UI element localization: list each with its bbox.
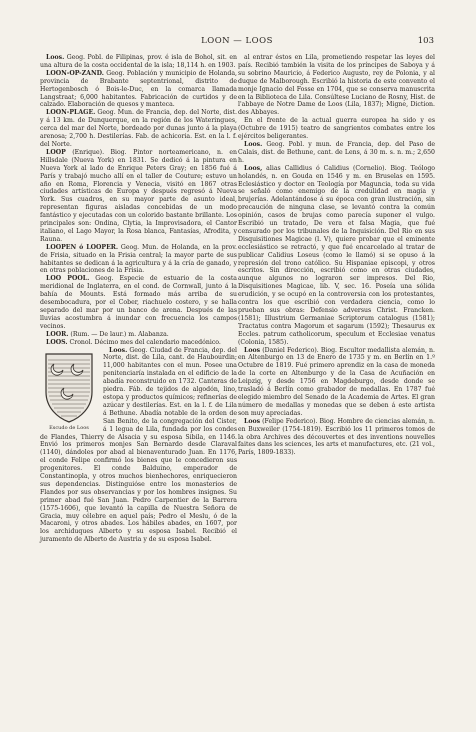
entry-text: (Enrique). Biog. Pintor norteamericano, n. en Hillsdale (Nueva York) en 1831. Se dedicó á la pintura en Nueva York al lado de Enrique Peters Gray; en 1856 fué á París y trabajó mucho allí en el taller de Couture; estuvo un año en Roma, Florencia y Venecia, visitó en 1867 otras ciudades artísticas de Europa y después regresó á Nueva York. Sus cuadros, en su mayor parte de asunto ideal, representan figuras aisladas concebidas de un modo fantástico y ejecutadas con un colorido bastante brillante. Los principales son: Ondina, Clytia, la Improvisadora, el Cantor italiano, el Lago Mayor, la Rosa blanca, Fantasías, Afrodita, y Rauna. xyxy=(40,148,237,243)
entry-text: En el frente de la actual guerra europea ha sido y es (Octubre de 1915) teatro de sangrientos combates entre los ejércitos beligerantes. xyxy=(238,117,435,141)
header-title: LOON — LOOS xyxy=(201,36,273,46)
headword: LOON-PLAGE. xyxy=(46,109,96,117)
headword: Loos xyxy=(244,346,261,354)
entry-loor xyxy=(40,331,237,339)
entry-loos-cronol xyxy=(40,339,237,347)
entry-loos-cornelio xyxy=(238,165,435,347)
headword: LOOS. xyxy=(46,338,68,346)
entry-loo-pool xyxy=(40,275,237,330)
entry-loon-op-zand xyxy=(40,70,237,110)
figure-caption: Escudo de Loos xyxy=(49,424,89,431)
coat-of-arms-icon xyxy=(40,350,98,424)
entry-text: (Rum. — De laur.) m. Alabanza. xyxy=(70,330,169,338)
entry-text: alias Callidius ó Calidius (Cornelio). Biog. Teólogo holandés, n. en Gouda en 1546 y m. en Bruselas en 1595. Eclesiástico y doctor en Teología por Maguncia, toda su vida se señaló como enemigo de la credulidad en magia y brujerías. Adelantándose á su época con gran ilustración, sin precaución de ninguna clase, se levantó contra la común opinión, casos de brujas como parecía suponer el vulgo. Escribió un tratado, De vera et falsa Magia, que fué censurado por los tribunales de la Inquisición. Del Rio en sus Disquisitiones Magicae (l. V), quiere probar que el eminente ecclesiástico se retractó, y que fué encarcelado al tratar de publicar Calidius Loseus (como le llamó) si se opuso á la represión del trono católico. Su Hispaniae episcopi, y otros escritos. Sin dirección, escribió como en otras ciudades, aunque algunos no lograron ser impresos. Del Rio, Disquisitiones Magicae, lib. V, sec. 16. Poseía una sólida erudición, y se ocupó en la controversia con los protestantes, contra los que escribió con verdadera ciencia, como lo prueban sus obras: Defensio adversus Christ. Francken. (1581); Illustrium Germaniae Scriptorum catalogus (1581); Tractatus contra Magorum et sagarum (1592); Thesaurus ex Eccles. patrum catholicorum, speculum et Ecclesiae venatus (Colonia, 1585). xyxy=(238,164,435,346)
entry-loos-filipinas xyxy=(40,54,237,70)
page-number: 103 xyxy=(417,36,434,46)
entry-loos-francia xyxy=(40,347,237,545)
headword: LOOP xyxy=(46,148,66,156)
entry-loon-plage xyxy=(40,109,237,149)
headword: Loos. xyxy=(46,54,65,61)
entry-text: Geog. Mun. de Holanda, en la prov. de Frisia, situado en la Frisia central; la mayor parte de sus habitantes se dedican á la agricultura y á la cría de ganado, y en otras poblaciones de la Frisia. xyxy=(40,243,237,275)
entry-text: Cronol. Décimo mes del calendario macedónico. xyxy=(69,338,221,346)
entry-loop xyxy=(40,149,237,244)
headword: LOON-OP-ZAND. xyxy=(46,69,104,77)
running-header xyxy=(40,36,434,50)
entry-text: al entrar éstos en Lila, prometiendo respetar las leyes del país. Recibió también la visita de los príncipes de Saboya y á su sobrino Mauricio, á Federico Augusto, rey de Polonia, y al duque de Malborough. Escribió la historia de este convento el monje Ignacio del Fosse en 1704, que se conserva manuscrita en la Biblioteca de Lila. Consúltese Luciano de Rosny, Hist. de l'abbaye de Notre Dame de Loos (Lila, 1837); Migne, Diction. des Abbayes. xyxy=(238,54,435,117)
headword: Loos. xyxy=(244,140,263,148)
headword: Loos, xyxy=(244,164,263,172)
entry-loos-calais xyxy=(238,141,435,165)
headword: Loos. xyxy=(109,346,128,354)
headword: LOOR. xyxy=(46,330,69,338)
entry-text: Geog. Pobl. de Filipinas, prov. é isla de Bohol, sit. en una altura de la costa occidental de la isla; 18,114 h. en 1903. xyxy=(40,54,237,69)
entry-text: (Daniel Federico). Biog. Escultor medallista alemán, n. en Altenburgo en 13 de Enero de 1735 y m. en Berlín en 1.º Octubre de 1819. Fué primero aprendiz en la casa de moneda de la corte en Altenburgo y de la Casa de Acuñación en Leipzig, y desde 1756 en Magdeburgo, desde donde se trasladó á Berlín como grabador de medallas. En 1787 fué elegido miembro del Senado de la Academia de Artes. El gran número de medallas y monedas que se deben á este artista son muy apreciadas. xyxy=(238,346,435,417)
right-column xyxy=(238,54,435,457)
headword: LOO POOL. xyxy=(46,275,90,283)
entry-text: Geog. Población y municipio de Holanda, provincia de Brabante septentrional, distrito de Hertogenbosch ó Bois-le-Duc, en la comarca llamada Langstraat; 6,000 habitantes. Fabricación de curtidos y de calzado. Elaboración de quesos y manteca. xyxy=(40,69,238,109)
left-column xyxy=(40,54,237,544)
headword: Loos xyxy=(244,417,261,425)
headword: LOOPEN ó LOOPER. xyxy=(46,243,119,251)
entry-text: Geog. Especie de estuario de la costa meridional de Inglaterra, en el cond. de Cornwall, junto á la bahía de Mounts. Está formado más arriba de su desembocadura, por el Cober, riachuelo costero, y se halla separado del mar por un banco de arena. Después de las lluvias acostumbra á inundar con frecuencia los campos vecinos. xyxy=(40,275,237,330)
entry-loos-felipe xyxy=(238,418,435,458)
entry-loopen xyxy=(40,244,237,276)
entry-text: (Felipe Federico). Biog. Hombre de ciencias alemán, n. en Buxweiler (1754-1819). Escribió los 11 primeros tomos de la obra Archives des découvertes et des inventions nouvelles faites dans les sciences, les arts et manufactures, etc. (21 vol., París, 1809-1833). xyxy=(238,417,435,457)
coat-of-arms-figure xyxy=(40,350,98,432)
entry-war-note xyxy=(238,117,435,141)
entry-text: Geog. Mun. de Francia, dep. del Norte, dist. y á 13 km. de Dunquerque, en la región de los Wateringues, cerca del mar del Norte, bordeado por dunas junto á la playa arenosa; 2,700 h. Destilerías. Fab. de achicoria. Est. en la l. f. del Norte. xyxy=(40,109,237,148)
entry-continuation xyxy=(238,54,435,117)
entry-text: Geog. Ciudad de Francia, dep. del Norte, dist. de Lila, cant. de Haubourdin; 11,000 habitantes con el mun. Posee una penitenciaría instalada en el edificio de la abadía reconstruido en 1732. Canteras de piedra. Fáb. de tejidos de algodón, lino, estopa y productos químicos; refinerías de azúcar y destilerías. Est. en la l. f. de Lila á Bethune. Abadía notable de la orden de San Benito, de la congregación del Cister, á 1 legua de Lila, fundada por los condes de Flandes, Thierry de Alsacia y su esposa Sibila, en 1146. Envió los primeros monjes San Bernardo desde Claraval (1140), dándoles por abad al bienaventurado Juan. En 1176, el conde Felipe confirmó los bienes que le concedieron sus progenitores. El conde Balduino, emperador de Constantinopla, y otros muchos bienhechores, enriquecieron sus dependencias. Distinguióse entre los monasterios de Flandes por sus observancias y por los hombres insignes. Su primer abad fué San Juan. Pedro Carpentier de la Barrera (1575-1606), que levantó la capilla de Nuestra Señora de Gracia, muy célebre en aquel país; Pedro el Meslu, ó de la Macaroni, y otros abades. Los hábiles abades, en 1607, por los archiduques Alberto y su esposa Isabel. Recibió el juramento de Alberto de Austria y de su esposa Isabel. xyxy=(40,346,238,544)
entry-loos-daniel xyxy=(238,347,435,418)
entry-text: Geog. Pobl. y mun. de Francia, dep. del Paso de Calais, dist. de Bethune, cant. de Lens, á 30 m. s. n. m.; 2,650 h. xyxy=(238,140,435,164)
